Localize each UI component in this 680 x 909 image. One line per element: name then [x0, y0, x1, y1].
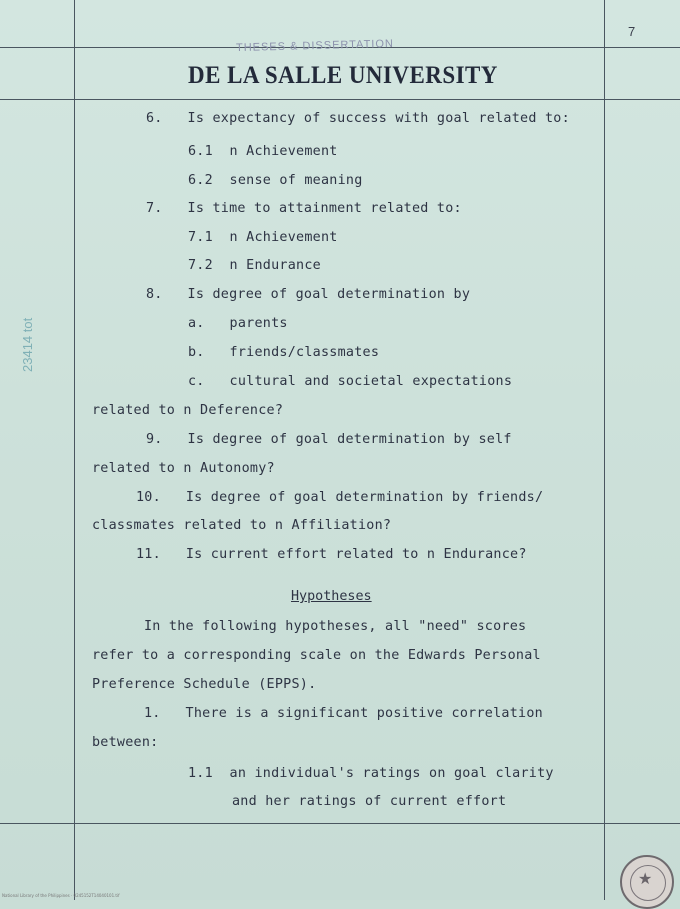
text-line: 1. There is a significant positive correlation	[144, 706, 543, 721]
text-line: a. parents	[188, 316, 288, 331]
text-line: 11. Is current effort related to n Endurance?	[136, 547, 527, 562]
page-number: 7	[628, 24, 636, 39]
text-line: 7. Is time to attainment related to:	[146, 201, 462, 216]
header-rule	[0, 99, 680, 100]
margin-handwritten-note: 23414 tot	[20, 317, 35, 372]
university-name: DE LA SALLE UNIVERSITY	[188, 62, 498, 89]
text-line: refer to a corresponding scale on the Edwards Personal	[92, 648, 541, 663]
text-line: 8. Is degree of goal determination by	[146, 287, 471, 302]
text-line: 6.1 n Achievement	[188, 144, 338, 159]
text-line: 1.1 an individual's ratings on goal clarity	[188, 766, 554, 781]
university-seal	[620, 855, 674, 909]
star-icon: ★	[638, 869, 653, 888]
theses-stamp: THESES & DISSERTATION	[235, 37, 395, 55]
text-line: b. friends/classmates	[188, 345, 380, 360]
text-line: related to n Autonomy?	[92, 461, 275, 476]
text-line: 9. Is degree of goal determination by self	[146, 432, 512, 447]
text-line: 10. Is degree of goal determination by friends/	[136, 490, 544, 505]
right-margin-rule	[604, 0, 605, 900]
bottom-rule	[0, 823, 680, 824]
text-line: related to n Deference?	[92, 403, 284, 418]
text-line: classmates related to n Affiliation?	[92, 518, 392, 533]
text-line: 6. Is expectancy of success with goal related to:	[146, 111, 570, 126]
text-line: between:	[92, 735, 159, 750]
text-line: c. cultural and societal expectations	[188, 374, 513, 389]
section-heading: Hypotheses	[291, 589, 372, 604]
text-line: Preference Schedule (EPPS).	[92, 677, 317, 692]
left-margin-rule	[74, 0, 75, 900]
text-line: and her ratings of current effort	[232, 794, 507, 809]
scan-footer: National Library of the Philippines · 0245152T14040101.tif	[2, 893, 120, 898]
text-line: In the following hypotheses, all "need" scores	[144, 619, 527, 634]
text-line: 6.2 sense of meaning	[188, 173, 363, 188]
text-line: 7.1 n Achievement	[188, 230, 338, 245]
text-line: 7.2 n Endurance	[188, 258, 321, 273]
